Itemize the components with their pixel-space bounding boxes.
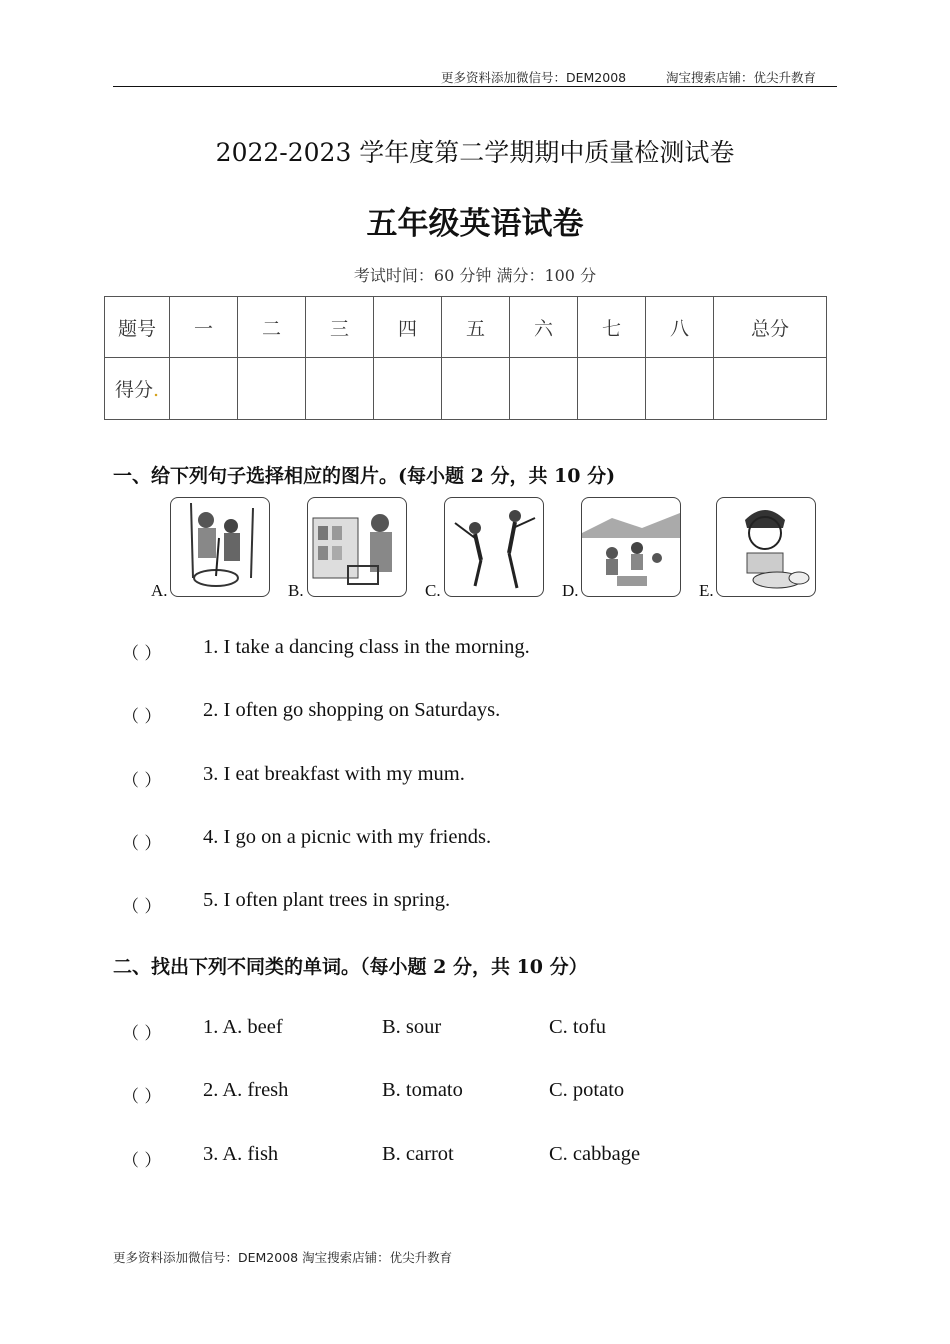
- header-shop: 淘宝搜索店铺：优尖升教育: [666, 70, 817, 85]
- footer-text: 更多资料添加微信号：DEM2008 淘宝搜索店铺：优尖升教育: [113, 1250, 453, 1265]
- answer-blank[interactable]: （ ）: [122, 707, 162, 727]
- question-text: 2. I often go shopping on Saturdays.: [203, 699, 501, 721]
- picnic-picture: [581, 497, 681, 597]
- option-a: 2. A. fresh: [203, 1079, 289, 1101]
- score-table-cell: 一: [170, 297, 238, 358]
- score-label-cell: [105, 358, 170, 420]
- question-text: 3. I eat breakfast with my mum.: [203, 763, 465, 785]
- score-table: [104, 296, 827, 420]
- score-table-cell: 七: [578, 297, 646, 358]
- score-input-cell[interactable]: [170, 358, 238, 420]
- option-a: 3. A. fish: [203, 1143, 279, 1165]
- option-c: C. potato: [549, 1079, 625, 1101]
- picture-label-d: D.: [562, 581, 579, 600]
- score-label: 得分: [114, 379, 153, 401]
- score-dot: .: [152, 379, 160, 401]
- exam-subtitle: 五年级英语试卷: [366, 206, 584, 242]
- score-input-cell[interactable]: [374, 358, 442, 420]
- answer-blank[interactable]: （ ）: [122, 834, 162, 854]
- score-table-cell: 总分: [714, 297, 827, 358]
- planting-trees-picture: [170, 497, 270, 597]
- dancing-picture: [444, 497, 544, 597]
- score-input-cell[interactable]: [306, 358, 374, 420]
- answer-blank[interactable]: （ ）: [122, 897, 162, 917]
- answer-blank[interactable]: （ ）: [122, 1151, 162, 1171]
- question-text: 1. I take a dancing class in the morning.: [203, 636, 530, 658]
- exam-title: 2022-2023 学年度第二学期期中质量检测试卷: [215, 138, 735, 167]
- option-c: C. cabbage: [549, 1143, 641, 1165]
- answer-blank[interactable]: （ ）: [122, 644, 162, 664]
- answer-blank[interactable]: （ ）: [122, 1024, 162, 1044]
- section1-heading: 一、给下列句子选择相应的图片。(每小题 2 分，共 10 分): [113, 465, 616, 487]
- section2-heading: 二、找出下列不同类的单词。（每小题 2 分，共 10 分）: [113, 956, 588, 978]
- picture-label-e: E.: [699, 581, 714, 600]
- score-table-cell: 六: [510, 297, 578, 358]
- score-table-score-row: [105, 358, 827, 420]
- score-input-cell[interactable]: [714, 358, 827, 420]
- score-input-cell[interactable]: [442, 358, 510, 420]
- header-wechat: 更多资料添加微信号：DEM2008: [441, 70, 627, 85]
- score-table-cell: 五: [442, 297, 510, 358]
- option-b: B. tomato: [382, 1079, 463, 1101]
- picture-label-a: A.: [151, 581, 168, 600]
- option-a: 1. A. beef: [203, 1016, 283, 1038]
- exam-info: 考试时间：60 分钟 满分：100 分: [353, 266, 597, 285]
- score-table-cell: 四: [374, 297, 442, 358]
- question-text: 5. I often plant trees in spring.: [203, 889, 451, 911]
- score-input-cell[interactable]: [578, 358, 646, 420]
- option-b: B. sour: [382, 1016, 442, 1038]
- header-divider: [113, 86, 837, 87]
- option-b: B. carrot: [382, 1143, 454, 1165]
- score-input-cell[interactable]: [238, 358, 306, 420]
- answer-blank[interactable]: （ ）: [122, 1087, 162, 1107]
- score-table-cell: 八: [646, 297, 714, 358]
- option-c: C. tofu: [549, 1016, 606, 1038]
- score-table-cell: 三: [306, 297, 374, 358]
- eating-breakfast-picture: [716, 497, 816, 597]
- shopping-picture: [307, 497, 407, 597]
- question-text: 4. I go on a picnic with my friends.: [203, 826, 492, 848]
- picture-label-b: B.: [288, 581, 304, 600]
- score-input-cell[interactable]: [646, 358, 714, 420]
- score-input-cell[interactable]: [510, 358, 578, 420]
- picture-label-c: C.: [425, 581, 441, 600]
- score-table-cell: 题号: [105, 297, 170, 358]
- score-table-cell: 二: [238, 297, 306, 358]
- score-table-header-row: [105, 297, 827, 358]
- answer-blank[interactable]: （ ）: [122, 771, 162, 791]
